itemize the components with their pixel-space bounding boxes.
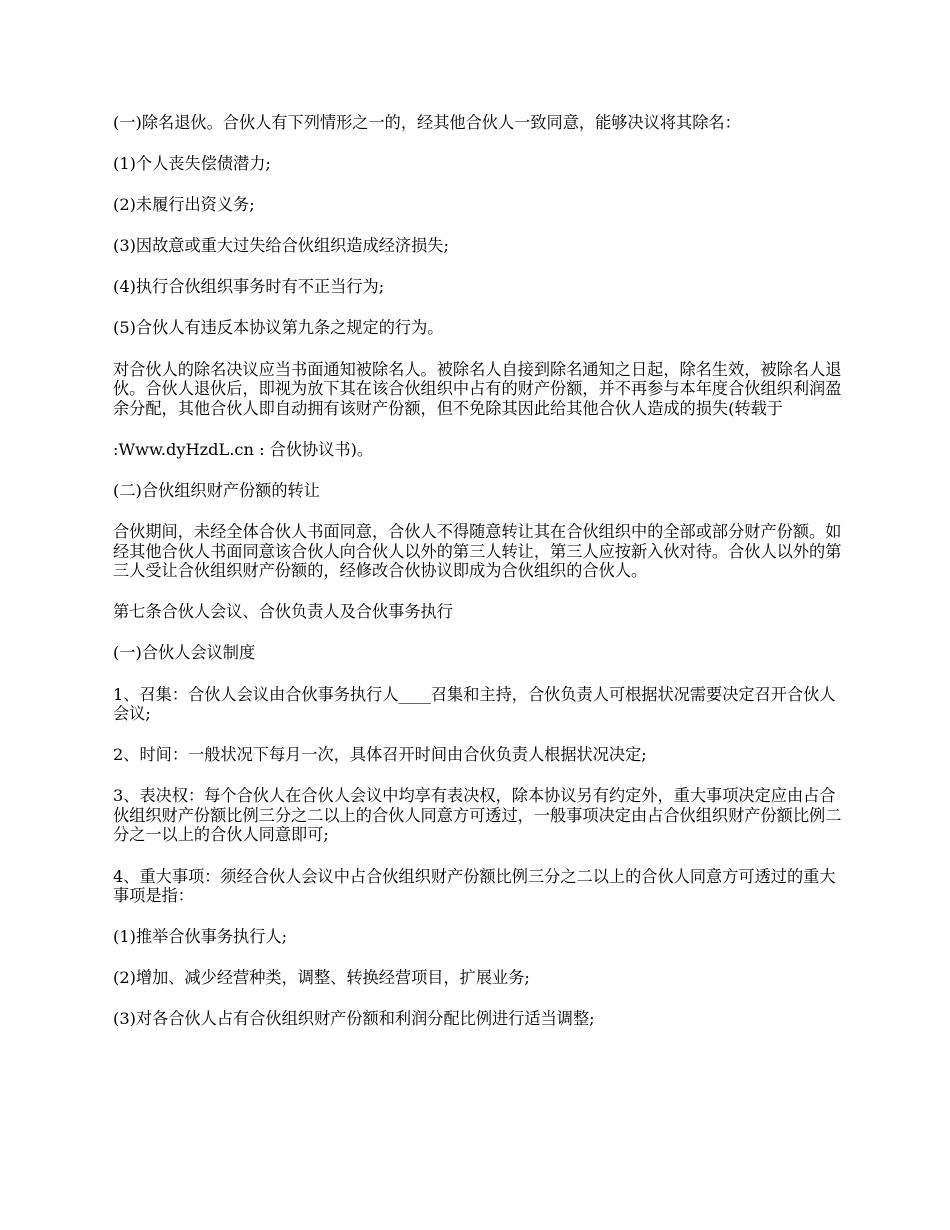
- paragraph-expulsion-notice: 对合伙人的除名决议应当书面通知被除名人。被除名人自接到除名通知之日起，除名生效，被除名人退伙。合伙人退伙后，即视为放下其在该合伙组织中占有的财产份额，并不再参与本年度合伙组织利润盈余分配，其他合伙人即自动拥有该财产份额，但不免除其因此给其他合伙人造成的损失(转载于: [113, 359, 842, 418]
- paragraph-time: 2、时间：一般状况下每月一次，具体召开时间由合伙负责人根据状况决定;: [113, 745, 647, 765]
- paragraph-expulsion-heading: (一)除名退伙。合伙人有下列情形之一的，经其他合伙人一致同意，能够决议将其除名：: [113, 113, 741, 132]
- paragraph-item: (2)未履行出资义务;: [113, 195, 255, 215]
- document-body: [113, 113, 843, 1051]
- paragraph-transfer-body: 合伙期间，未经全体合伙人书面同意，合伙人不得随意转让其在合伙组织中的全部或部分财产份额。如经其他合伙人书面同意该合伙人向合伙人以外的第三人转让，第三人应按新入伙对待。合伙人以外的第三人受让合伙组织财产份额的，经修改合伙协议即成为合伙组织的合伙人。: [113, 522, 842, 581]
- paragraph-item: (5)合伙人有违反本协议第九条之规定的行为。: [113, 318, 444, 338]
- paragraph-item: (3)因故意或重大过失给合伙组织造成经济损失;: [113, 236, 449, 256]
- paragraph-item: (3)对各合伙人占有合伙组织财产份额和利润分配比例进行适当调整;: [113, 1009, 595, 1029]
- paragraph-item: (2)增加、减少经营种类，调整、转换经营项目，扩展业务;: [113, 968, 530, 988]
- paragraph-item: (4)执行合伙组织事务时有不正当行为;: [113, 277, 385, 297]
- paragraph-convening: 1、召集：合伙人会议由合伙事务执行人____召集和主持，合伙负责人可根据状况需要决定召开合伙人会议;: [113, 684, 836, 724]
- paragraph-source-note: :Www.dyHzdL.cn : 合伙协议书)。: [113, 439, 374, 459]
- paragraph-item: (1)个人丧失偿债潜力;: [113, 154, 271, 174]
- paragraph-transfer-heading: (二)合伙组织财产份额的转让: [113, 480, 320, 500]
- paragraph-voting-rights: 3、表决权：每个合伙人在合伙人会议中均享有表决权，除本协议另有约定外，重大事项决定应由占合伙组织财产份额比例三分之二以上的合伙人同意方可透过，一般事项决定由占合伙组织财产份额比例二分之一以上的合伙人同意即可;: [113, 786, 842, 845]
- paragraph-major-matters: 4、重大事项：须经合伙人会议中占合伙组织财产份额比例三分之二以上的合伙人同意方可透过的重大事项是指：: [113, 866, 836, 906]
- article-seven-heading: 第七条合伙人会议、合伙负责人及合伙事务执行: [113, 602, 453, 622]
- meeting-system-heading: (一)合伙人会议制度: [113, 643, 256, 663]
- paragraph-item: (1)推举合伙事务执行人;: [113, 927, 288, 947]
